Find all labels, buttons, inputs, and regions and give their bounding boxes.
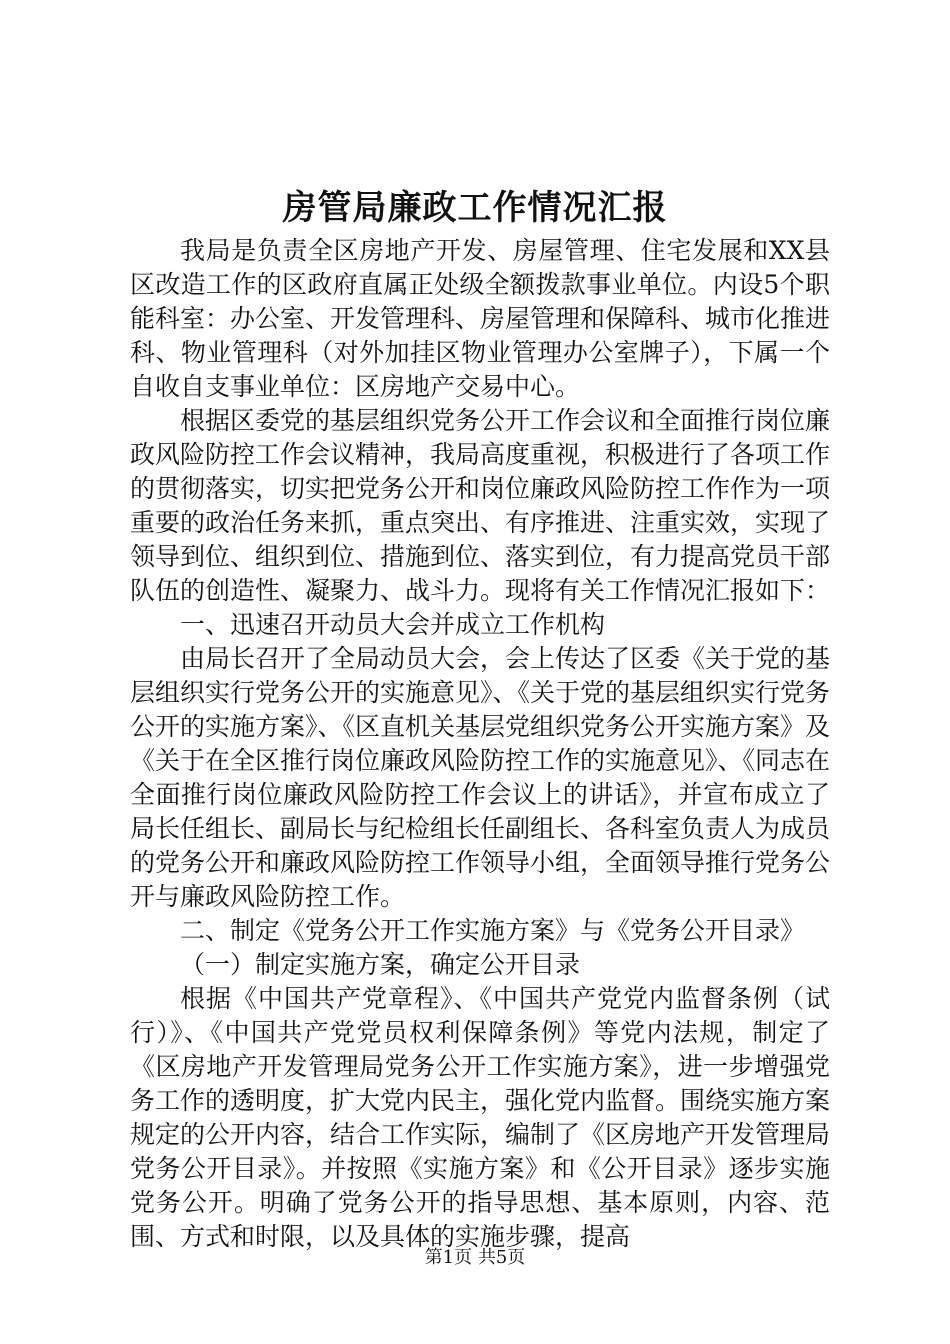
subsection-heading-1: （一）制定实施方案，确定公开目录 (180, 950, 581, 979)
paragraph-subsection-1: 根据《中国共产党章程》、《中国共产党党内监督条例（试行）》、《中国共产党党员权利保障条例》等党内法规，制定了《区房地产开发管理局党务公开工作实施方案》，进一步增强党务工作的透明度，扩大党内民主，强化党内监督。围绕实施方案规定的公开内容，结合工作实际，编制了《区房地产开发管理局党务公开目录》。并按照《实施方案》和《公开目录》逐步实施党务公开。明确了党务公开的指导思想、基本原则，内容、范围、方式和时限，以及具体的实施步骤，提高 (130, 984, 831, 1251)
paragraph-background: 根据区委党的基层组织党务公开工作会议和全面推行岗位廉政风险防控工作会议精神，我局高度重视，积极进行了各项工作的贯彻落实，切实把党务公开和岗位廉政风险防控工作作为一项重要的政治任务来抓，重点突出、有序推进、注重实效，实现了领导到位、组织到位、措施到位、落实到位，有力提高党员干部队伍的创造性、凝聚力、战斗力。现将有关工作情况汇报如下： (130, 406, 831, 605)
section-heading-1: 一、迅速召开动员大会并成立工作机构 (180, 610, 606, 639)
paragraph-section-1: 由局长召开了全局动员大会，会上传达了区委《关于党的基层组织实行党务公开的实施意见》、《关于党的基层组织实行党务公开的实施方案》、《区直机关基层党组织党务公开实施方案》及《关于在全区推行岗位廉政风险防控工作的实施意见》、《同志在全面推行岗位廉政风险防控工作会议上的讲话》，并宣布成立了局长任组长、副局长与纪检组长任副组长、各科室负责人为成员的党务公开和廉政风险防控工作领导小组，全面领导推行党务公开与廉政风险防控工作。 (130, 644, 831, 911)
section-heading-2: 二、制定《党务公开工作实施方案》与《党务公开目录》 (180, 916, 806, 945)
document-body (130, 234, 830, 1254)
paragraph-intro: 我局是负责全区房地产开发、房屋管理、住宅发展和XX县区改造工作的区政府直属正处级全额拨款事业单位。内设5个职能科室：办公室、开发管理科、房屋管理和保障科、城市化推进科、物业管理科（对外加挂区物业管理办公室牌子），下属一个自收自支事业单位：区房地产交易中心。 (130, 236, 831, 401)
document-title: 房管局廉政工作情况汇报 (282, 188, 668, 228)
page-footer: 第1页 共5页 (424, 1247, 526, 1268)
